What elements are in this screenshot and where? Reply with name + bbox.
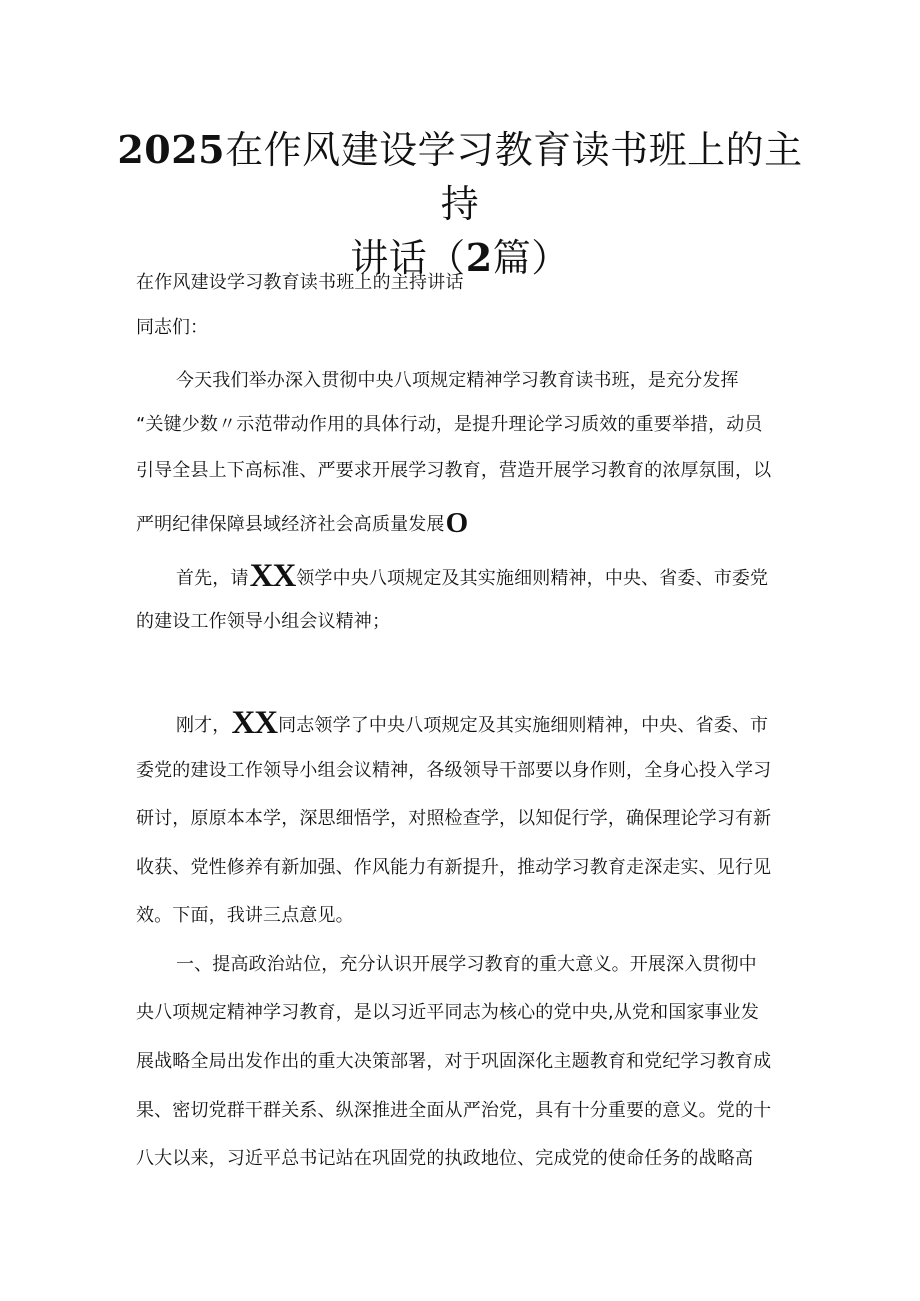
paragraph-3-line-4: 收获、党性修养有新加强、作风能力有新提升，推动学习教育走深走实、见行见 bbox=[136, 857, 772, 878]
title-line-1 bbox=[110, 123, 810, 231]
paragraph-4-line-1: 一、提高政治站位，充分认识开展学习教育的重大意义。开展深入贯彻中 bbox=[176, 954, 757, 975]
paragraph-1-line-1: 今天我们举办深入贯彻中央八项规定精神学习教育读书班，是充分发挥 bbox=[176, 370, 739, 391]
paragraph-4-line-5: 八大以来，习近平总书记站在巩固党的执政地位、完成党的使命任务的战略高 bbox=[136, 1148, 754, 1169]
paragraph-3-line-2: 委党的建设工作领导小组会议精神，各级领导干部要以身作则，全身心投入学习 bbox=[136, 760, 772, 781]
paragraph-1-line-2: “关键少数〃示范带动作用的具体行动，是提升理论学习质效的重要举措，动员 bbox=[136, 414, 763, 435]
paragraph-1-line-4-text: 严明纪律保障县域经济社会高质量发展 bbox=[136, 514, 445, 535]
paragraph-4-line-4: 果、密切党群干群关系、纵深推进全面从严治党，具有十分重要的意义。党的十 bbox=[136, 1100, 772, 1121]
paragraph-2-line-2: 的建设工作领导小组会议精神； bbox=[136, 611, 391, 632]
paragraph-3-suffix: 同志领学了中央八项规定及其实施细则精神，中央、省委、市 bbox=[278, 715, 769, 736]
title-text-line-1: 在作风建设学习教育读书班上的主持 bbox=[225, 128, 803, 226]
title-text-line-2-end: 篇） bbox=[492, 236, 570, 280]
title-year: 2025 bbox=[117, 127, 226, 172]
paragraph-2-placeholder: XX bbox=[249, 558, 296, 594]
paragraph-4-line-3: 展战略全局出发作出的重大决策部署，对于巩固深化主题教育和党纪学习教育成 bbox=[136, 1051, 772, 1072]
paragraph-3-line-1 bbox=[176, 705, 786, 741]
paragraph-3-prefix: 刚才， bbox=[176, 715, 231, 736]
salutation: 同志们： bbox=[136, 317, 208, 338]
paragraph-3-placeholder: XX bbox=[231, 705, 278, 741]
paragraph-4-line-2: 央八项规定精神学习教育，是以习近平同志为核心的党中央,从党和国家事业发 bbox=[136, 1002, 759, 1023]
title-text-line-2: 讲话（ bbox=[350, 236, 466, 280]
paragraph-2-line-1 bbox=[176, 558, 786, 594]
paragraph-2-suffix: 领学中央八项规定及其实施细则精神，中央、省委、市委党 bbox=[296, 568, 769, 589]
document-title bbox=[110, 123, 810, 285]
document-subtitle: 在作风建设学习教育读书班上的主持讲话 bbox=[136, 272, 464, 293]
paragraph-2-prefix: 首先，请 bbox=[176, 568, 249, 589]
paragraph-1-line-4 bbox=[136, 507, 786, 539]
paragraph-1-end-mark: O bbox=[445, 507, 469, 539]
paragraph-1-line-3: 引导全县上下高标准、严要求开展学习教育，营造开展学习教育的浓厚氛围，以 bbox=[136, 460, 772, 481]
paragraph-3-line-3: 研讨，原原本本学，深思细悟学，对照检查学，以知促行学，确保理论学习有新 bbox=[136, 808, 772, 829]
paragraph-3-line-5: 效。下面，我讲三点意见。 bbox=[136, 905, 354, 926]
title-count: 2 bbox=[465, 235, 493, 280]
